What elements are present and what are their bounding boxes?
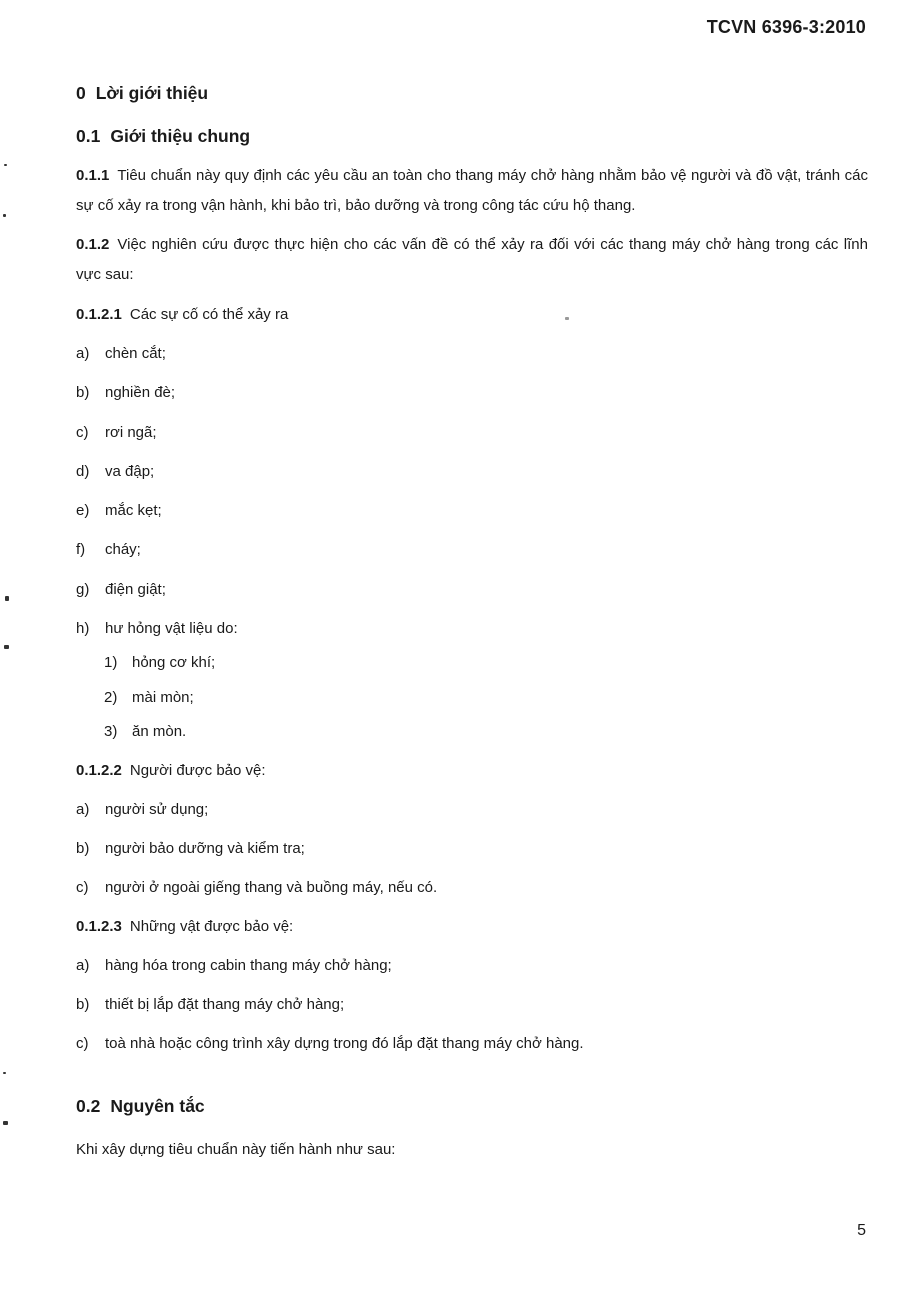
list-marker: c)	[76, 424, 89, 441]
sub-list-item	[104, 654, 215, 671]
list-marker: 2)	[104, 689, 118, 706]
clause-text: Những vật được bảo vệ:	[129, 918, 294, 935]
section-title: Lời giới thiệu	[95, 83, 209, 103]
list-text: va đập;	[105, 463, 155, 480]
standard-code: TCVN 6396-3:2010	[706, 17, 866, 37]
clause-number: 0.1.2.1	[76, 306, 122, 323]
list-marker: a)	[76, 801, 90, 818]
list-marker: a)	[76, 957, 90, 974]
clause-0-1-2-1	[76, 306, 288, 323]
list-item	[76, 384, 175, 401]
list-text: điện giật;	[105, 581, 166, 598]
clause-text: Các sự cố có thể xảy ra	[129, 306, 289, 323]
list-marker: c)	[76, 879, 89, 896]
list-text: chèn cắt;	[105, 345, 166, 362]
clause-text: Việc nghiên cứu được thực hiện cho các vấn đề có thể xảy ra đối với các thang máy chở hàng trong các lĩnh vực sau:	[76, 236, 868, 283]
list-text: rơi ngã;	[105, 424, 157, 441]
list-item	[76, 581, 166, 598]
sub-list-item	[104, 689, 194, 706]
page-number: 5	[857, 1222, 866, 1239]
list-marker: d)	[76, 463, 90, 480]
list-marker: f)	[76, 541, 86, 558]
clause-0-1-2-3	[76, 918, 293, 935]
list-marker: g)	[76, 581, 90, 598]
clause-number: 0.1.2	[76, 236, 110, 253]
list-text: hàng hóa trong cabin thang máy chở hàng;	[105, 957, 392, 974]
section-heading-0-2	[76, 1096, 205, 1117]
list-text: thiết bị lắp đặt thang máy chở hàng;	[105, 996, 345, 1013]
list-item	[76, 996, 344, 1013]
section-heading-0-1	[76, 126, 250, 147]
list-item	[76, 541, 141, 558]
scan-speck	[4, 164, 7, 166]
list-text: toà nhà hoặc công trình xây dựng trong đó lắp đặt thang máy chở hàng.	[105, 1035, 584, 1052]
clause-text: Người được bảo vệ:	[129, 762, 266, 779]
list-text: người ở ngoài giếng thang và buồng máy, nếu có.	[105, 879, 438, 896]
list-marker: 3)	[104, 723, 118, 740]
section-heading-0	[76, 83, 208, 104]
clause-0-1-2	[76, 230, 868, 290]
list-text: hư hỏng vật liệu do:	[105, 620, 238, 637]
list-marker: h)	[76, 620, 90, 637]
list-item	[76, 463, 154, 480]
list-text: hỏng cơ khí;	[132, 654, 216, 671]
scan-speck	[3, 1121, 8, 1125]
clause-0-1-2-2	[76, 762, 266, 779]
list-text: ăn mòn.	[132, 723, 187, 740]
list-marker: 1)	[104, 654, 118, 671]
list-marker: b)	[76, 384, 90, 401]
scan-speck	[4, 645, 9, 649]
list-item	[76, 502, 162, 519]
section-number: 0.2	[76, 1096, 101, 1116]
section-title: Giới thiệu chung	[110, 126, 251, 146]
scan-speck	[3, 1072, 6, 1074]
clause-text: Tiêu chuẩn này quy định các yêu cầu an toàn cho thang máy chở hàng nhằm bảo vệ người và đồ vật, tránh các sự cố xảy ra trong vận hành, khi bảo trì, bảo dưỡng và trong công tác cứu hộ thang.	[76, 167, 868, 214]
section-number: 0.1	[76, 126, 101, 146]
list-text: nghiền đè;	[105, 384, 176, 401]
list-item	[76, 801, 208, 818]
list-item	[76, 879, 437, 896]
list-marker: e)	[76, 502, 90, 519]
clause-0-1-1	[76, 161, 868, 221]
list-marker: c)	[76, 1035, 89, 1052]
list-item	[76, 1035, 584, 1052]
list-marker: b)	[76, 840, 90, 857]
section-number: 0	[76, 83, 86, 103]
list-text: mắc kẹt;	[105, 502, 162, 519]
clause-number: 0.1.2.2	[76, 762, 122, 779]
list-text: người sử dụng;	[105, 801, 209, 818]
list-text: mài mòn;	[132, 689, 194, 706]
sub-list-item	[104, 723, 186, 740]
list-item	[76, 424, 157, 441]
scan-speck	[3, 214, 6, 217]
list-item	[76, 840, 305, 857]
section-0-2-text: Khi xây dựng tiêu chuẩn này tiến hành như sau:	[76, 1141, 396, 1158]
clause-number: 0.1.2.3	[76, 918, 122, 935]
list-item	[76, 620, 238, 637]
list-marker: a)	[76, 345, 90, 362]
list-text: người bảo dưỡng và kiểm tra;	[105, 840, 305, 857]
list-marker: b)	[76, 996, 90, 1013]
section-title: Nguyên tắc	[110, 1096, 205, 1116]
list-text: cháy;	[105, 541, 141, 558]
list-item	[76, 345, 166, 362]
scan-speck	[565, 317, 569, 320]
scan-speck	[5, 596, 9, 601]
list-item	[76, 957, 392, 974]
clause-number: 0.1.1	[76, 167, 110, 184]
